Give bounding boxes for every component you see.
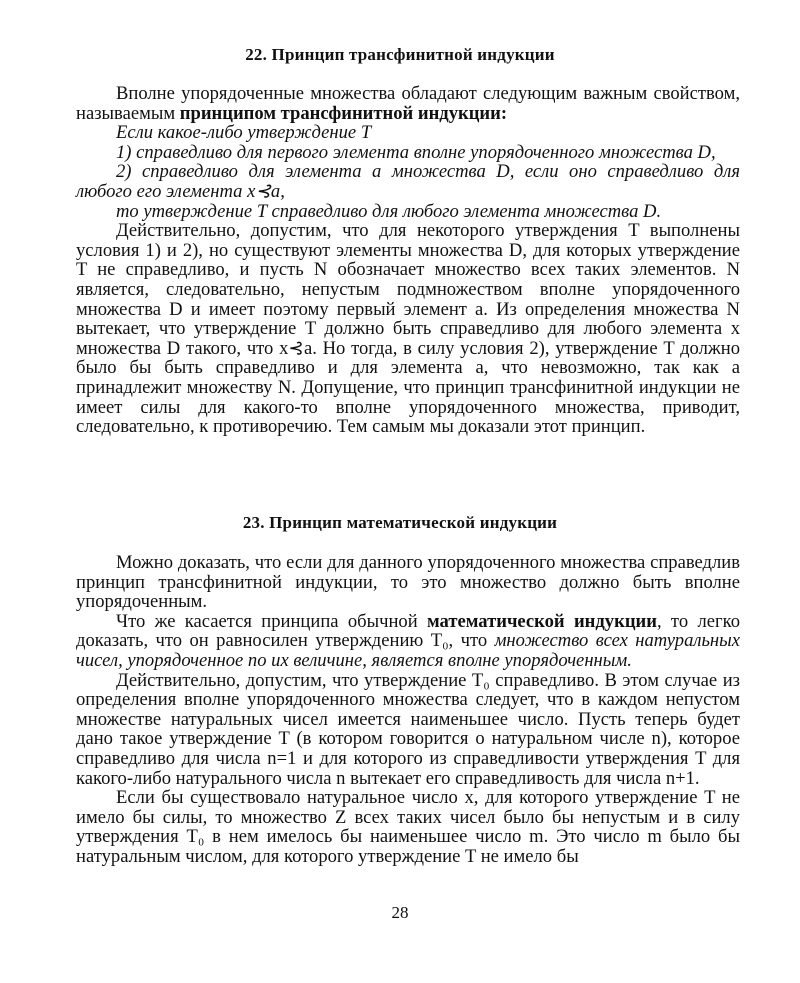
principle-term: принципом трансфинитной индукции: (179, 102, 508, 124)
condition-2: 2) справедливо для элемента a множества D, если оно справедливо для любого его элемента x⊰a, (76, 161, 740, 202)
paragraph-2 (76, 612, 740, 671)
intro-paragraph (76, 84, 740, 123)
page-number: 28 (391, 903, 409, 922)
intro-text: Вполне упорядоченные множества обладают следующим важным свойством, называемым (76, 83, 740, 124)
p2-italic-statement: множество всех натуральных чисел, упорядоченное по их величине, является вполне упорядоченным. (76, 630, 740, 671)
p2-text-a: Что же касается принципа обычной (116, 610, 427, 632)
section-23-title: 23. Принцип математической индукции (242, 513, 558, 532)
section-23-body (76, 553, 740, 867)
proof-paragraph: Действительно, допустим, что для некоторого утверждения T выполнены условия 1) и 2), но существуют элементы множества D, для которых утверждение T не справедливо, и пусть N обозначает множество всех таких элементов. N является, следовательно, непустым подмножеством вполне упорядоченного множества D и имеет поэтому первый элемент a. Из определения множества N вытекает, что утверждение T должно быть справедливо для любого элемента x множества D такого, что x⊰a. Но тогда, в силу условия 2), утверждение T должно было бы быть справедливо и для элемента a, что невозможно, так как a принадлежит множеству N. Допущение, что принцип трансфинитной индукции не имеет силы для какого-то вполне упорядоченного множества, приводит, следовательно, к противоречию. Тем самым мы доказали этот принцип. (76, 220, 740, 438)
conclusion: то утверждение T справедливо для любого элемента множества D. (116, 200, 662, 222)
p2-text-c: , то легко доказать, что он равносилен утверждению T₀, что (76, 610, 740, 652)
section-22-title: 22. Принцип трансфинитной индукции (245, 45, 555, 64)
paragraph-1: Можно доказать, что если для данного упорядоченного множества справедлив принцип трансфинитной индукции, то это множество должно быть вполне упорядоченным. (76, 552, 740, 613)
paragraph-3: Действительно, допустим, что утверждение T₀ справедливо. В этом случае из определения вполне упорядоченного множества следует, что в каждом непустом множестве натуральных чисел имеется наименьшее число. Пусть теперь будет дано такое утверждение T (в котором говорится о натуральном числе n), которое справедливо для числа n=1 и для которого из справедливости утверждения T для какого-либо натурального числа n вытекает его справедливость для числа n+1. (76, 669, 740, 789)
section-22-body (76, 84, 740, 437)
condition-1: 1) справедливо для первого элемента вполне упорядоченного множества D, (116, 141, 716, 163)
condition-heading: Если какое-либо утверждение T (116, 122, 372, 144)
paragraph-4: Если бы существовало натуральное число x, для которого утверждение T не имело бы силы, то множество Z всех таких чисел было бы непустым и в силу утверждения T₀ в нем имелось бы наименьшее число m. Это число m было бы натуральным числом, для которого утверждение T не имело бы (76, 787, 740, 867)
math-induction-term: математической индукции (427, 610, 657, 632)
